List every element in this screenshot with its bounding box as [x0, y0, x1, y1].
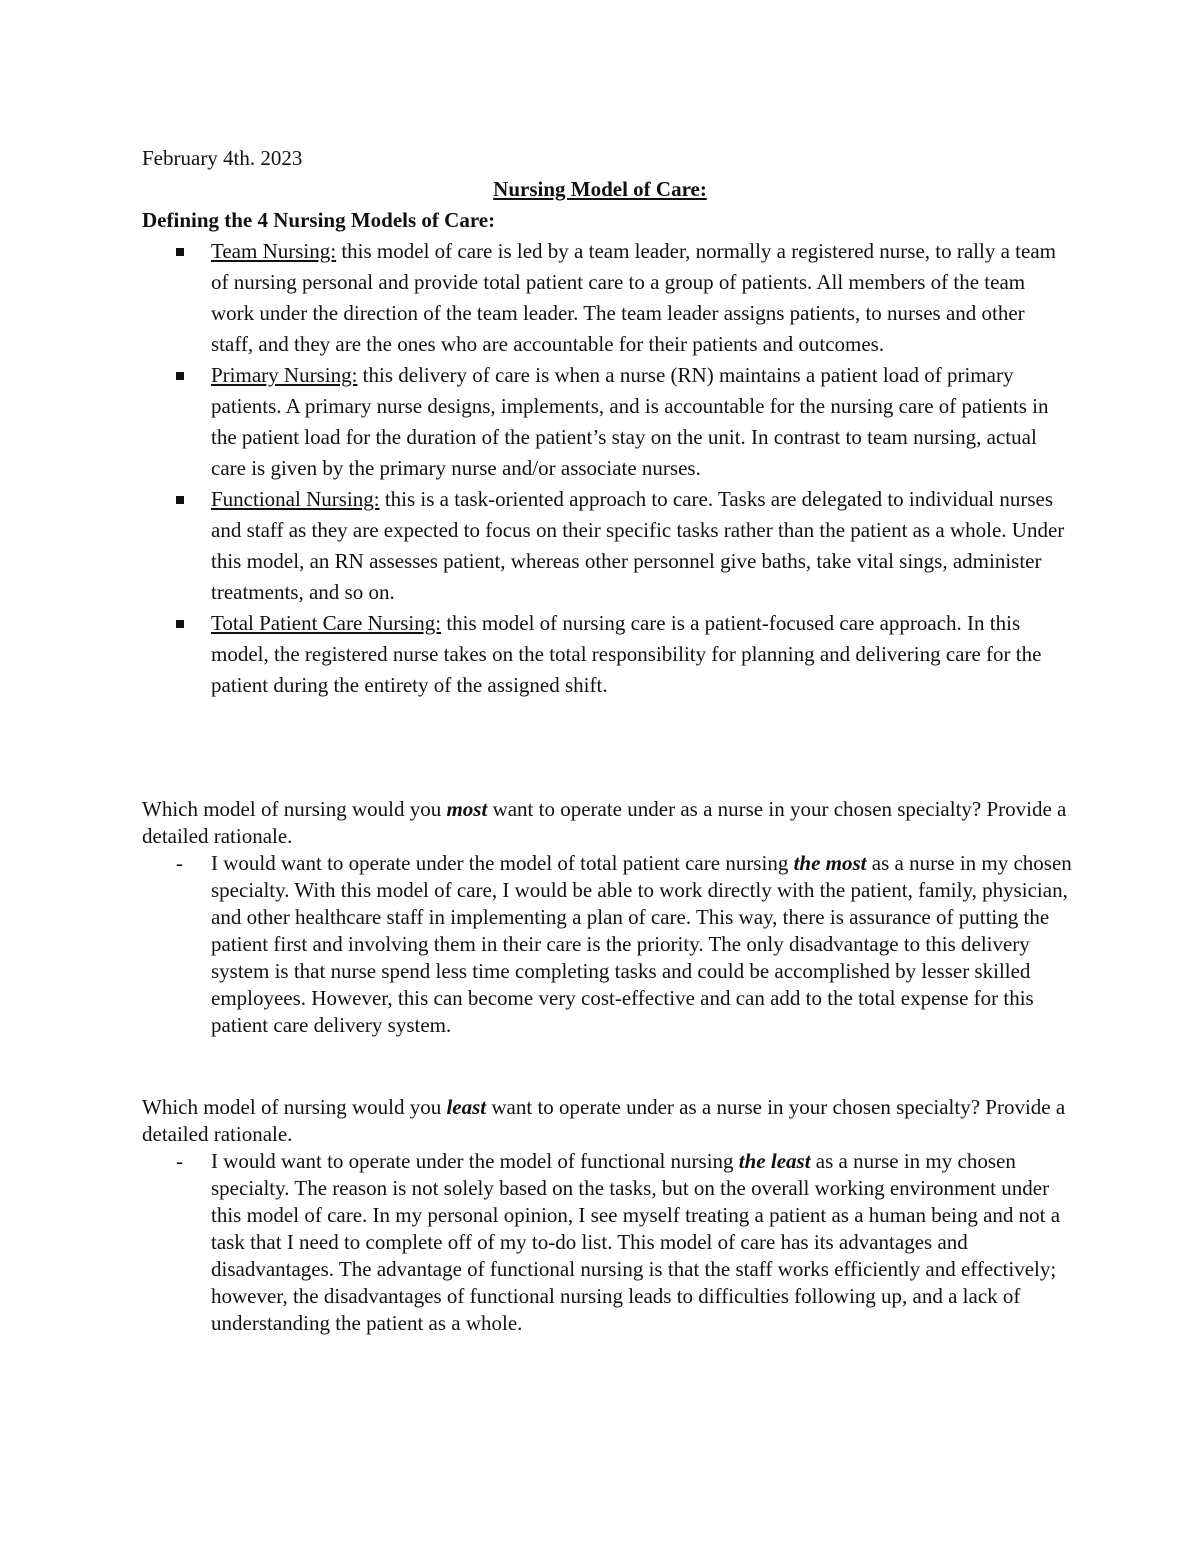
- model-description: this model of care is led by a team leader, normally a registered nurse, to rally a team of nursing personal and provide total patient care to a group of patients. All members of the team work under the direction of the team leader. The team leader assigns patients, to nurses and other staff, and they are the ones who are accountable for their patients and outcomes.: [211, 239, 1056, 356]
- square-bullet-icon: [176, 372, 184, 380]
- model-name: Primary Nursing:: [211, 363, 358, 387]
- document-title-text: Nursing Model of Care:: [493, 177, 707, 201]
- document-date: February 4th. 2023: [142, 146, 303, 170]
- models-list: [142, 236, 1072, 701]
- dash-bullet: -: [176, 1149, 183, 1173]
- question-least: [142, 1094, 1072, 1148]
- model-name: Team Nursing:: [211, 239, 337, 263]
- dash-bullet: -: [176, 851, 183, 875]
- question-text: Which model of nursing would you: [142, 1095, 447, 1119]
- question-text: want to operate under as a nurse in your chosen specialty? Provide a detailed rationale.: [142, 797, 1067, 848]
- answer-least: [142, 1148, 1072, 1337]
- answer-text: as a nurse in my chosen specialty. With this model of care, I would be able to work directly with the patient, family, physician, and other healthcare staff in implementing a plan of care. This way, there is assurance of putting the patient first and involving them in their care is the priority. The only disadvantage to this delivery system is that nurse spend less time completing tasks and could be accomplished by lesser skilled employees. However, this can become very cost-effective and can add to the total expense for this patient care delivery system.: [211, 851, 1072, 1037]
- answer-text: I would want to operate under the model of total patient care nursing: [211, 851, 794, 875]
- answer-text: I would want to operate under the model of functional nursing: [211, 1149, 739, 1173]
- answer-text: as a nurse in my chosen specialty. The reason is not solely based on the tasks, but on the overall working environment under this model of care. In my personal opinion, I see myself treating a patient as a human being and not a task that I need to complete off of my to-do list. This model of care has its advantages and disadvantages. The advantage of functional nursing is that the staff works efficiently and effectively; however, the disadvantages of functional nursing leads to difficulties following up, and a lack of understanding the patient as a whole.: [211, 1149, 1061, 1335]
- model-description: this delivery of care is when a nurse (RN) maintains a patient load of primary patients. A primary nurse designs, implements, and is accountable for the nursing care of patients in the patient load for the duration of the patient’s stay on the unit. In contrast to team nursing, actual care is given by the primary nurse and/or associate nurses.: [211, 363, 1049, 480]
- model-item-team-nursing: [142, 236, 1072, 360]
- question-emphasis: least: [446, 1095, 487, 1119]
- section-heading: Defining the 4 Nursing Models of Care:: [142, 208, 496, 232]
- model-item-total-patient-care: [142, 608, 1072, 701]
- question-text: want to operate under as a nurse in your chosen specialty? Provide a detailed rationale.: [142, 1095, 1066, 1146]
- answer-most: [142, 850, 1072, 1039]
- answer-emphasis: the most: [793, 851, 867, 875]
- square-bullet-icon: [176, 496, 184, 504]
- model-item-functional-nursing: [142, 484, 1072, 608]
- document-title: [0, 174, 1200, 205]
- model-item-primary-nursing: [142, 360, 1072, 484]
- question-text: Which model of nursing would you: [142, 797, 447, 821]
- square-bullet-icon: [176, 248, 184, 256]
- model-name: Total Patient Care Nursing:: [211, 611, 442, 635]
- answer-emphasis: the least: [738, 1149, 811, 1173]
- question-most: [142, 796, 1072, 850]
- model-description: this model of nursing care is a patient-focused care approach. In this model, the registered nurse takes on the total responsibility for planning and delivering care for the patient during the entirety of the assigned shift.: [211, 611, 1042, 697]
- model-description: this is a task-oriented approach to care. Tasks are delegated to individual nurses and staff as they are expected to focus on their specific tasks rather than the patient as a whole. Under this model, an RN assesses patient, whereas other personnel give baths, take vital sings, administer treatments, and so on.: [211, 487, 1065, 604]
- question-emphasis: most: [446, 797, 488, 821]
- model-name: Functional Nursing:: [211, 487, 380, 511]
- square-bullet-icon: [176, 620, 184, 628]
